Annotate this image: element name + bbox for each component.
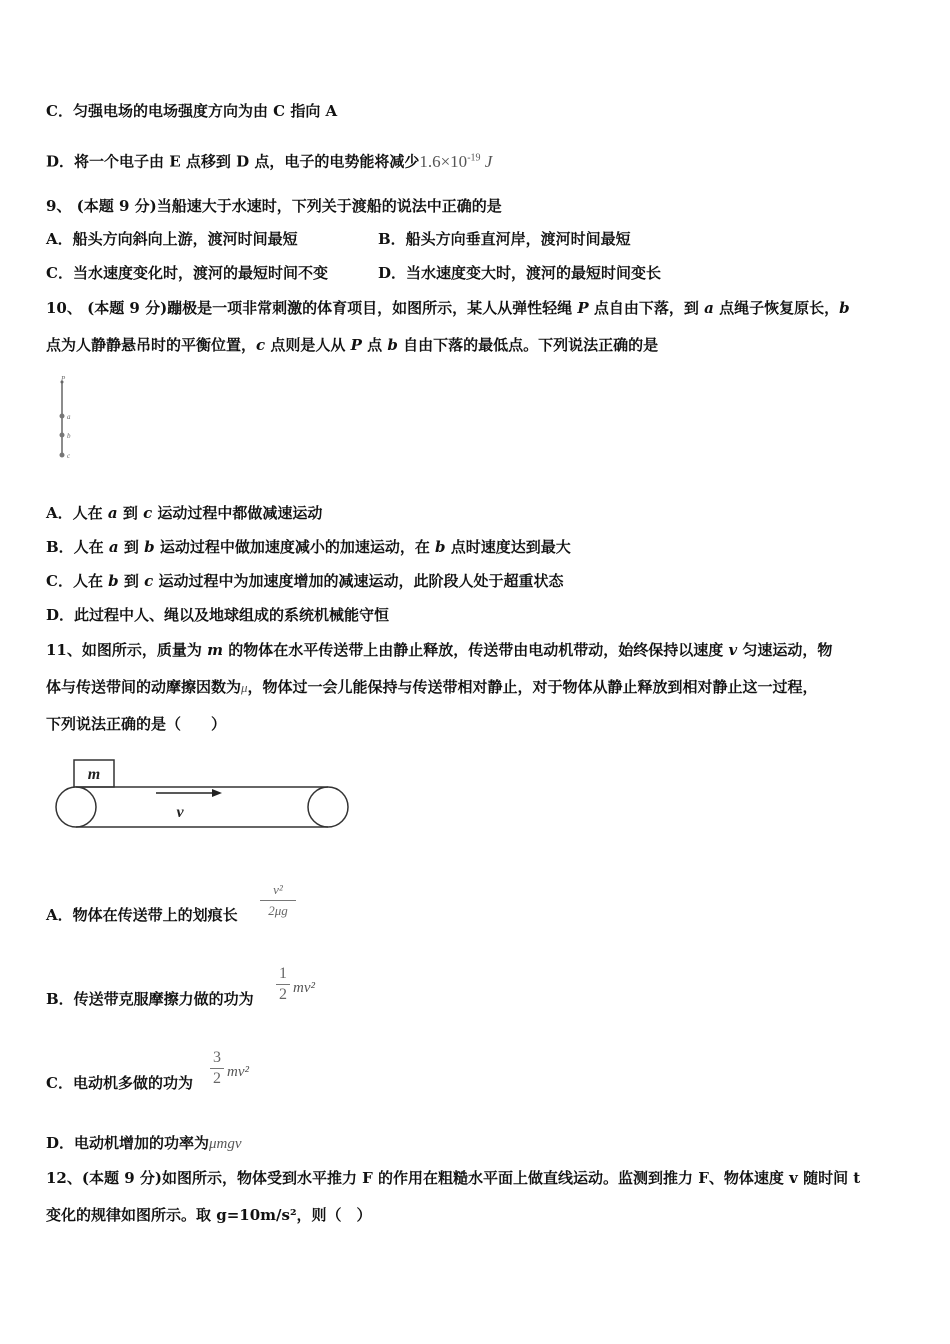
label-c: c <box>67 452 71 460</box>
q11-option-b-fraction: 1 2 <box>276 965 290 1004</box>
q12-stem-line1: 12、(本题 9 分)如图所示，物体受到水平推力 F 的作用在粗糙水平面上做直线运动。监测到推力 F、物体速度 v 随时间 t <box>46 1169 861 1187</box>
q11-stem-line2: 体与传送带间的动摩擦因数为μ，物体过一会儿能保持与传送带相对静止，对于物体从静止释放到相对静止这一过程， <box>46 678 818 696</box>
q9-option-a: A．船头方向斜向上游，渡河时间最短 <box>46 230 298 248</box>
mu-symbol: μ <box>241 680 248 695</box>
label-p: P <box>61 375 66 383</box>
arrow-head-icon <box>212 789 222 797</box>
q8-option-c: C．匀强电场的电场强度方向为由 C 指向 A <box>46 102 338 120</box>
point-a-marker <box>60 414 65 419</box>
q11-option-b: B．传送带克服摩擦力做的功为 <box>46 990 254 1008</box>
conveyor-figure <box>52 756 352 834</box>
q11-option-c: C．电动机多做的功为 <box>46 1074 193 1092</box>
q10-option-a: A．人在 a 到 c 运动过程中都做减速运动 <box>46 504 323 522</box>
q8-option-d-formula: $1.6\times 10^{-19}$ J <box>419 151 493 171</box>
bungee-figure <box>52 372 92 464</box>
point-b-marker <box>60 433 65 438</box>
left-roller <box>56 787 96 827</box>
label-b: b <box>67 432 71 440</box>
velocity-label: v <box>176 804 184 821</box>
q11-stem-line1: 11、如图所示，质量为 m 的物体在水平传送带上由静止释放，传送带由电动机带动，始终保持以速度 v 匀速运动，物 <box>46 641 833 659</box>
q11-option-c-tail: mv² <box>227 1064 249 1080</box>
q11-option-a: A．物体在传送带上的划痕长 <box>46 906 238 924</box>
q11-stem-line3: 下列说法正确的是（ ） <box>46 715 227 733</box>
q11-option-d: D．电动机增加的功率为μmgv <box>46 1134 242 1152</box>
q11-option-b-tail: mv² <box>293 980 315 996</box>
q9-option-d: D．当水速度变大时，渡河的最短时间变长 <box>378 264 662 282</box>
q10-stem-line1: 10、 (本题 9 分)蹦极是一项非常刺激的体育项目，如图所示，某人从弹性轻绳 P 点自由下落，到 a 点绳子恢复原长，b <box>46 299 850 317</box>
mass-label: m <box>87 766 101 783</box>
q10-stem-line2: 点为人静静悬吊时的平衡位置，c 点则是人从 P 点 b 自由下落的最低点。下列说法正确的是 <box>46 336 659 354</box>
right-roller <box>308 787 348 827</box>
q11-option-c-fraction: 3 2 <box>210 1049 224 1088</box>
q10-option-d: D．此过程中人、绳以及地球组成的系统机械能守恒 <box>46 606 390 624</box>
q11-option-d-formula: μmgv <box>209 1136 242 1152</box>
q12-stem-line2: 变化的规律如图所示。取 g=10m/s²，则（ ） <box>46 1206 372 1224</box>
label-a: a <box>67 413 71 421</box>
q11-option-a-fraction: v² 2μg <box>260 881 296 920</box>
q8-option-d <box>46 148 492 172</box>
q10-option-b: B．人在 a 到 b 运动过程中做加速度减小的加速运动，在 b 点时速度达到最大 <box>46 538 571 556</box>
point-c-marker <box>60 453 65 458</box>
q9-stem: 9、 (本题 9 分)当船速大于水速时，下列关于渡船的说法中正确的是 <box>46 197 502 215</box>
q9-option-c: C．当水速度变化时，渡河的最短时间不变 <box>46 264 328 282</box>
q10-option-c: C．人在 b 到 c 运动过程中为加速度增加的减速运动，此阶段人处于超重状态 <box>46 572 564 590</box>
q9-option-b: B．船头方向垂直河岸，渡河时间最短 <box>378 230 631 248</box>
q8-option-d-text: D．将一个电子由 E 点移到 D 点，电子的电势能将减少 <box>46 152 420 171</box>
